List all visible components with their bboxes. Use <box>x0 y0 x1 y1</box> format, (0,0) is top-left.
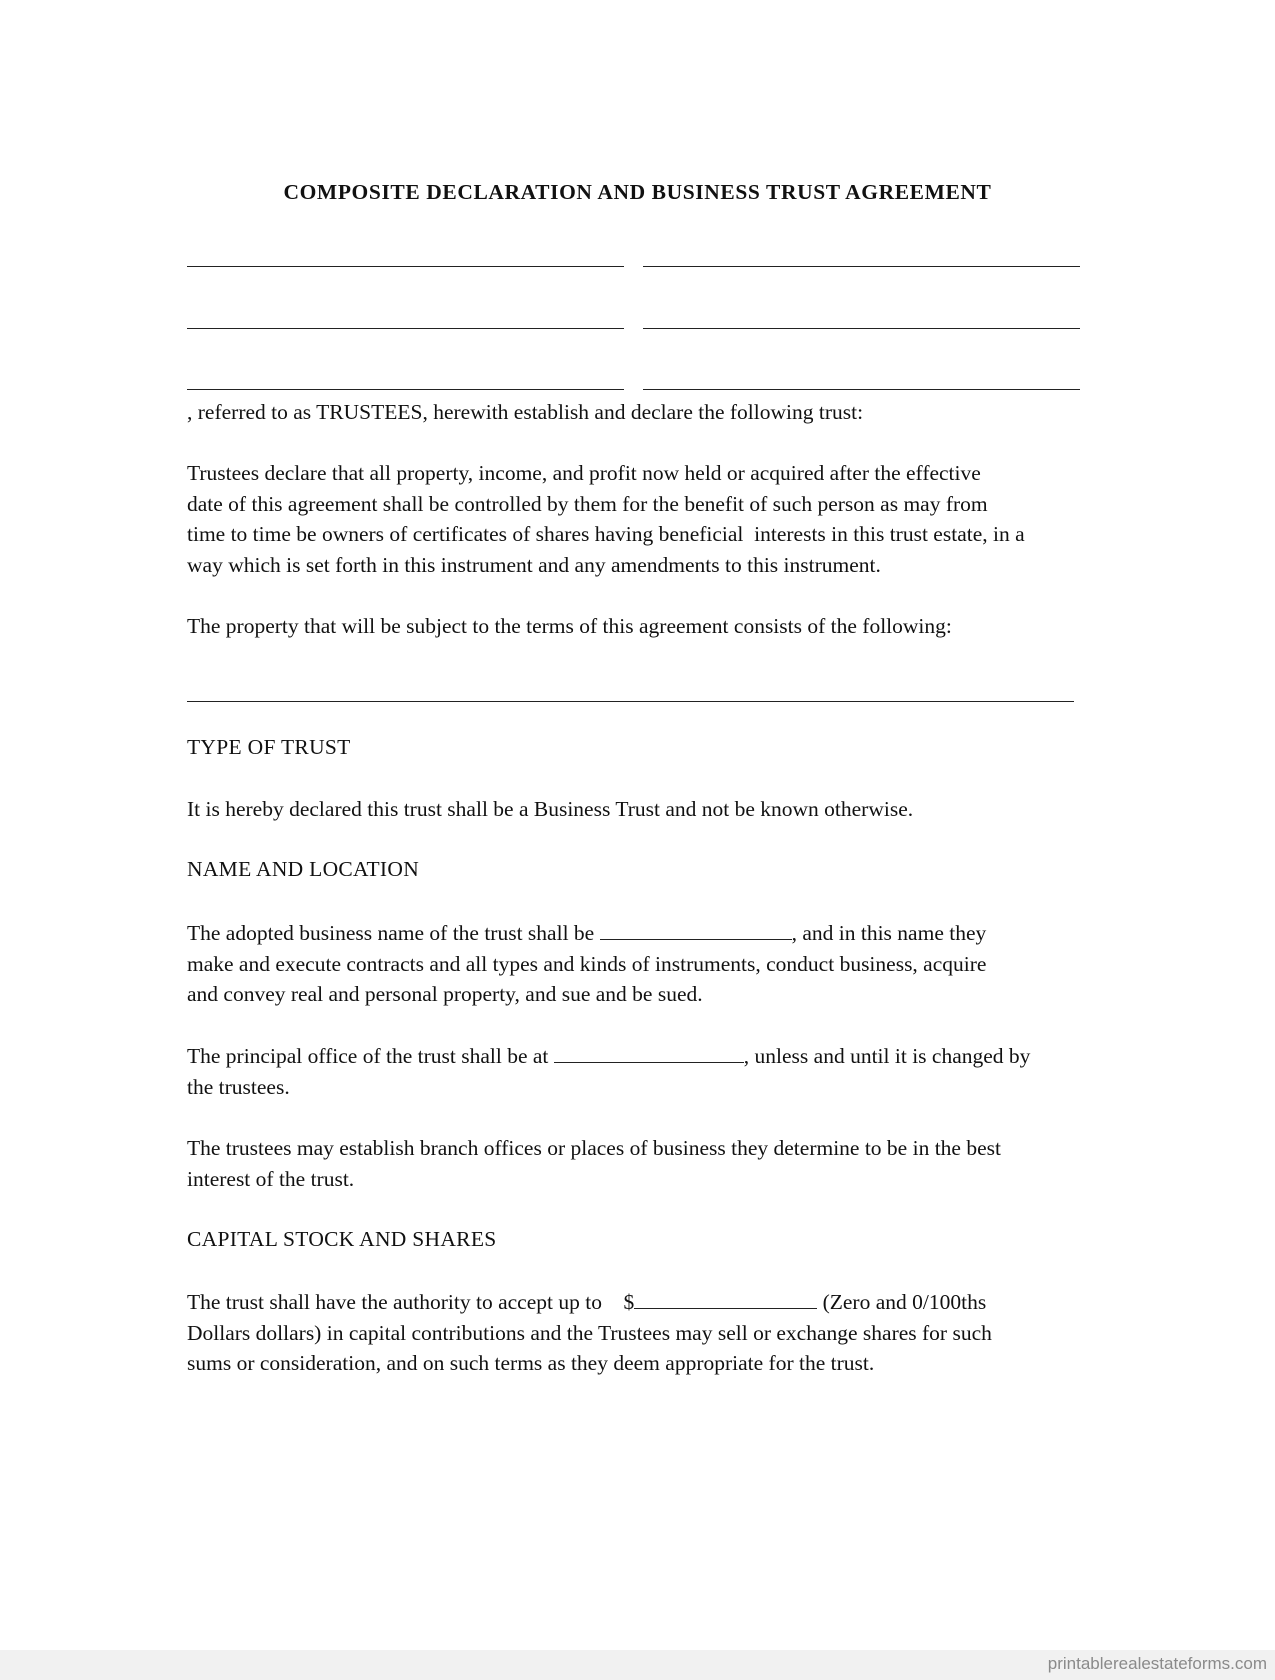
capital-stock-heading: CAPITAL STOCK AND SHARES <box>187 1227 497 1251</box>
name-location-heading: NAME AND LOCATION <box>187 857 420 881</box>
site-watermark: printablerealestateforms.com <box>1047 1654 1267 1673</box>
type-of-trust-heading: TYPE OF TRUST <box>187 735 351 759</box>
text-segment: (Zero and 0/100ths <box>817 1290 987 1314</box>
capital-amount-blank[interactable] <box>634 1288 817 1309</box>
paragraph-line: the trustees. <box>187 1075 290 1099</box>
text-segment: The principal office of the trust shall be at <box>187 1044 554 1068</box>
text-segment: The trust shall have the authority to accept up to $ <box>187 1290 635 1314</box>
text-segment: , and in this name they <box>791 921 987 945</box>
trustee-blank-4[interactable] <box>643 328 1080 329</box>
paragraph-line <box>187 918 986 949</box>
paragraph-line: interest of the trust. <box>187 1167 355 1191</box>
trustee-blank-2[interactable] <box>643 266 1080 267</box>
paragraph-line: The trustees may establish branch offices or places of business they determine to be in the best <box>187 1136 1001 1160</box>
property-intro: The property that will be subject to the terms of this agreement consists of the following: <box>187 614 952 638</box>
paragraph-line <box>187 1041 1030 1072</box>
paragraph-line: time to time be owners of certificates of shares having beneficial interests in this trust estate, in a <box>187 522 1025 546</box>
paragraph-line: sums or consideration, and on such terms as they deem appropriate for the trust. <box>187 1351 875 1375</box>
property-blank[interactable] <box>187 701 1074 702</box>
trustees-intro: , referred to as TRUSTEES, herewith establish and declare the following trust: <box>187 400 864 424</box>
paragraph-line: and convey real and personal property, and sue and be sued. <box>187 982 703 1006</box>
trustee-blank-5[interactable] <box>187 389 624 390</box>
paragraph-line: date of this agreement shall be controlled by them for the benefit of such person as may from <box>187 492 988 516</box>
principal-office-blank[interactable] <box>554 1042 744 1063</box>
footer-bar <box>0 1650 1275 1680</box>
trustee-blank-1[interactable] <box>187 266 624 267</box>
paragraph-line: Dollars dollars) in capital contributions and the Trustees may sell or exchange shares for such <box>187 1321 992 1345</box>
type-of-trust-text: It is hereby declared this trust shall be a Business Trust and not be known otherwise. <box>187 797 914 821</box>
paragraph-line: way which is set forth in this instrument and any amendments to this instrument. <box>187 553 881 577</box>
document-title: COMPOSITE DECLARATION AND BUSINESS TRUST AGREEMENT <box>283 180 992 204</box>
paragraph-line <box>187 1287 986 1318</box>
trustee-blank-3[interactable] <box>187 328 624 329</box>
paragraph-line: Trustees declare that all property, income, and profit now held or acquired after the effective <box>187 461 981 485</box>
paragraph-line: make and execute contracts and all types and kinds of instruments, conduct business, acquire <box>187 952 987 976</box>
text-segment: The adopted business name of the trust shall be <box>187 921 600 945</box>
trustee-blank-6[interactable] <box>643 389 1080 390</box>
business-name-blank[interactable] <box>600 919 792 940</box>
text-segment: , unless and until it is changed by <box>743 1044 1031 1068</box>
